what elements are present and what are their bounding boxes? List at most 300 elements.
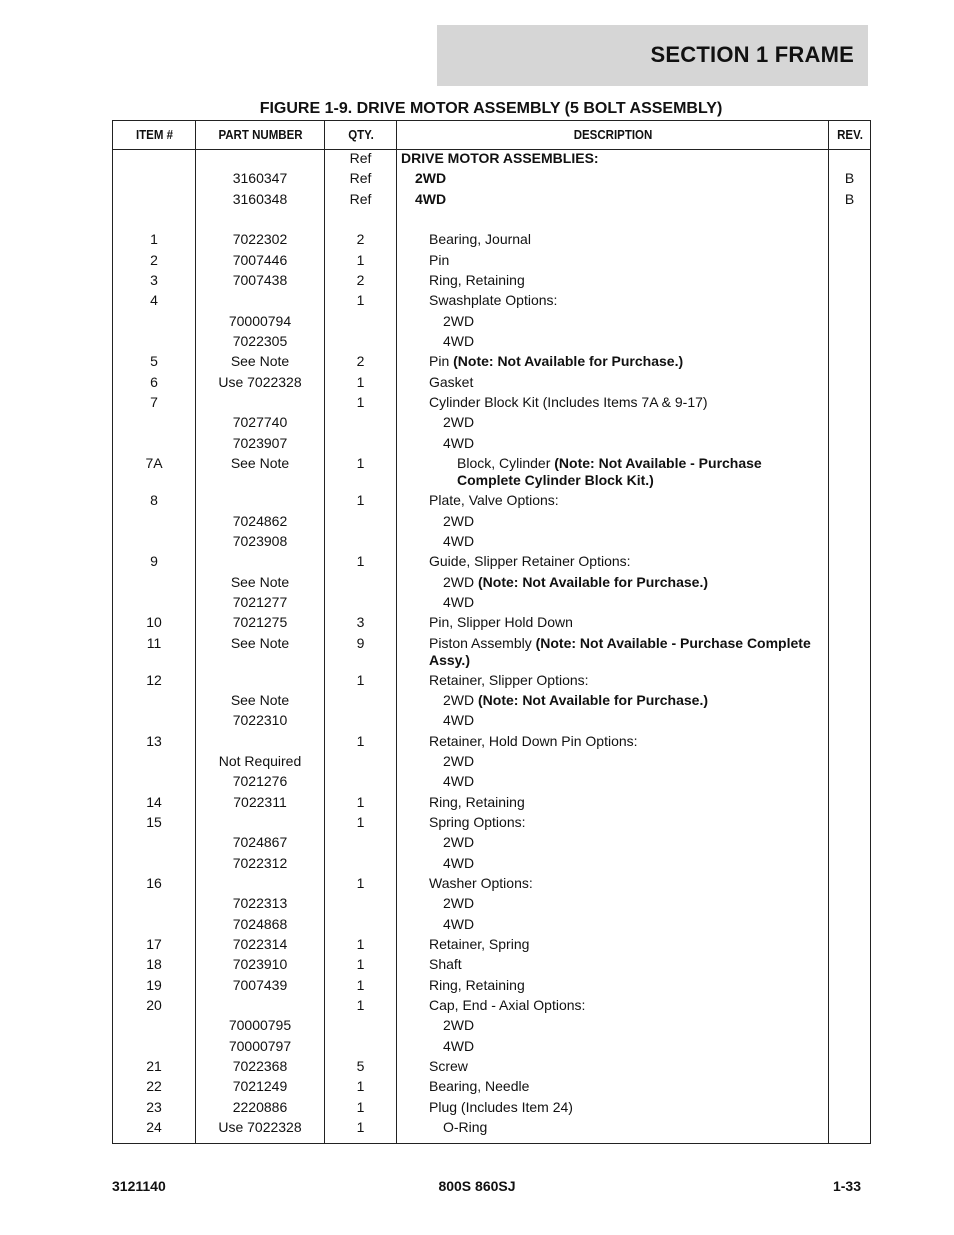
description-cell xyxy=(397,834,829,854)
description-cell xyxy=(397,211,829,231)
description-cell xyxy=(397,1078,829,1098)
item-number-cell: 13 xyxy=(113,733,196,753)
part-number-cell: 3160348 xyxy=(196,191,325,211)
table-row xyxy=(113,1017,871,1037)
part-number-cell: 7021275 xyxy=(196,614,325,634)
table-row xyxy=(113,435,871,455)
table-row xyxy=(113,513,871,533)
part-number-cell: See Note xyxy=(196,692,325,712)
rev-cell xyxy=(829,333,871,353)
qty-cell xyxy=(325,1038,397,1058)
part-number-cell: Not Required xyxy=(196,753,325,773)
qty-cell xyxy=(325,435,397,455)
part-number-cell xyxy=(196,553,325,573)
rev-cell xyxy=(829,1119,871,1144)
description-text: 2WD xyxy=(443,414,475,431)
rev-cell xyxy=(829,313,871,333)
rev-cell xyxy=(829,1099,871,1119)
qty-cell: 1 xyxy=(325,252,397,272)
qty-cell: 1 xyxy=(325,936,397,956)
qty-cell: 1 xyxy=(325,553,397,573)
part-number-cell: 70000795 xyxy=(196,1017,325,1037)
description-text: Bearing, Journal xyxy=(429,231,531,248)
rev-cell xyxy=(829,252,871,272)
part-number-cell: 7022305 xyxy=(196,333,325,353)
rev-cell xyxy=(829,353,871,373)
part-number-cell: 7023908 xyxy=(196,533,325,553)
description-text: 2WD xyxy=(415,170,447,187)
description-cell xyxy=(397,231,829,251)
item-number-cell xyxy=(113,333,196,353)
table-row xyxy=(113,712,871,732)
description-cell xyxy=(397,733,829,753)
rev-cell xyxy=(829,574,871,594)
part-number-cell: 7022310 xyxy=(196,712,325,732)
rev-cell xyxy=(829,875,871,895)
part-number-cell xyxy=(196,733,325,753)
qty-cell: 2 xyxy=(325,231,397,251)
part-number-cell: 70000794 xyxy=(196,313,325,333)
table-row xyxy=(113,672,871,692)
description-cell xyxy=(397,1058,829,1078)
part-number-cell xyxy=(196,394,325,414)
part-number-cell: 7007439 xyxy=(196,977,325,997)
item-number-cell xyxy=(113,692,196,712)
rev-cell xyxy=(829,635,871,672)
description-text: Screw xyxy=(429,1058,468,1075)
part-number-cell: 7023907 xyxy=(196,435,325,455)
description-cell xyxy=(397,553,829,573)
description-note: (Note: Not Available for Purchase.) xyxy=(478,573,709,590)
qty-cell: 2 xyxy=(325,353,397,373)
description-text: Guide, Slipper Retainer Options: xyxy=(429,553,631,570)
part-number-cell: See Note xyxy=(196,353,325,373)
rev-cell xyxy=(829,855,871,875)
description-text: Gasket xyxy=(429,373,474,390)
part-number-cell: 7022368 xyxy=(196,1058,325,1078)
qty-cell: 1 xyxy=(325,1119,397,1144)
description-text: 2WD xyxy=(443,1017,475,1034)
item-number-cell xyxy=(113,533,196,553)
description-cell xyxy=(397,614,829,634)
item-number-cell: 23 xyxy=(113,1099,196,1119)
qty-cell: 1 xyxy=(325,1078,397,1098)
part-number-cell: Use 7022328 xyxy=(196,374,325,394)
part-number-cell: See Note xyxy=(196,455,325,492)
table-row xyxy=(113,574,871,594)
description-cell xyxy=(397,574,829,594)
description-note: (Note: Not Available for Purchase.) xyxy=(478,691,709,708)
description-text: O-Ring xyxy=(443,1119,488,1136)
item-number-cell xyxy=(113,513,196,533)
rev-cell xyxy=(829,814,871,834)
table-row xyxy=(113,211,871,231)
description-cell xyxy=(397,252,829,272)
rev-cell xyxy=(829,1058,871,1078)
table-row xyxy=(113,635,871,672)
description-text: Bearing, Needle xyxy=(429,1078,530,1095)
item-number-cell: 12 xyxy=(113,672,196,692)
qty-cell xyxy=(325,211,397,231)
item-number-cell: 7A xyxy=(113,455,196,492)
rev-cell xyxy=(829,492,871,512)
description-cell xyxy=(397,712,829,732)
description-text: Shaft xyxy=(429,956,462,973)
item-number-cell: 19 xyxy=(113,977,196,997)
table-row xyxy=(113,455,871,492)
qty-cell xyxy=(325,916,397,936)
qty-cell xyxy=(325,834,397,854)
qty-cell: 1 xyxy=(325,997,397,1017)
item-number-cell: 21 xyxy=(113,1058,196,1078)
qty-cell xyxy=(325,855,397,875)
rev-cell xyxy=(829,672,871,692)
part-number-cell xyxy=(196,814,325,834)
rev-cell xyxy=(829,150,871,171)
description-cell xyxy=(397,513,829,533)
description-cell xyxy=(397,313,829,333)
table-row xyxy=(113,733,871,753)
rev-cell xyxy=(829,712,871,732)
column-header-part-number: PART NUMBER xyxy=(201,121,320,150)
description-cell xyxy=(397,414,829,434)
part-number-cell xyxy=(196,292,325,312)
qty-cell xyxy=(325,594,397,614)
description-cell xyxy=(397,533,829,553)
item-number-cell: 11 xyxy=(113,635,196,672)
table-row xyxy=(113,533,871,553)
item-number-cell: 3 xyxy=(113,272,196,292)
footer-document-number: 3121140 xyxy=(112,1178,166,1194)
description-cell xyxy=(397,635,829,672)
table-row xyxy=(113,553,871,573)
item-number-cell: 24 xyxy=(113,1119,196,1144)
description-cell xyxy=(397,814,829,834)
item-number-cell xyxy=(113,1017,196,1037)
description-cell xyxy=(397,916,829,936)
rev-cell xyxy=(829,455,871,492)
description-text: Washer Options: xyxy=(429,875,533,891)
part-number-cell xyxy=(196,150,325,171)
qty-cell: 1 xyxy=(325,492,397,512)
qty-cell xyxy=(325,753,397,773)
qty-cell xyxy=(325,513,397,533)
part-number-cell: 2220886 xyxy=(196,1099,325,1119)
description-cell xyxy=(397,1017,829,1037)
item-number-cell xyxy=(113,313,196,333)
qty-cell: 9 xyxy=(325,635,397,672)
qty-cell: 1 xyxy=(325,977,397,997)
qty-cell xyxy=(325,692,397,712)
item-number-cell xyxy=(113,211,196,231)
qty-cell xyxy=(325,574,397,594)
description-note: (Note: Not Available - Purchase Complete Assy.) xyxy=(429,634,811,668)
part-number-cell: 7021277 xyxy=(196,594,325,614)
description-cell xyxy=(397,492,829,512)
part-number-cell: 7024862 xyxy=(196,513,325,533)
part-number-cell: 7022302 xyxy=(196,231,325,251)
rev-cell xyxy=(829,936,871,956)
table-row xyxy=(113,150,871,171)
qty-cell: 1 xyxy=(325,794,397,814)
description-text: 2WD xyxy=(443,752,475,769)
table-row xyxy=(113,773,871,793)
item-number-cell xyxy=(113,150,196,171)
rev-cell xyxy=(829,997,871,1017)
rev-cell xyxy=(829,1078,871,1098)
description-text: Retainer, Hold Down Pin Options: xyxy=(429,732,638,749)
qty-cell xyxy=(325,313,397,333)
footer-page-number: 1-33 xyxy=(832,1178,861,1194)
description-cell xyxy=(397,936,829,956)
item-number-cell: 9 xyxy=(113,553,196,573)
description-text: 4WD xyxy=(443,593,475,610)
part-number-cell: 7023910 xyxy=(196,956,325,976)
description-text: Ring, Retaining xyxy=(429,976,525,993)
parts-table xyxy=(112,120,871,1144)
parts-table-body xyxy=(113,150,871,1144)
table-row xyxy=(113,252,871,272)
description-text: Swashplate Options: xyxy=(429,292,558,309)
part-number-cell xyxy=(196,492,325,512)
table-row xyxy=(113,492,871,512)
description-cell xyxy=(397,895,829,915)
description-cell xyxy=(397,692,829,712)
table-row xyxy=(113,834,871,854)
description-text: 4WD xyxy=(415,190,447,207)
description-text: 4WD xyxy=(443,434,475,451)
table-row xyxy=(113,997,871,1017)
rev-cell xyxy=(829,753,871,773)
table-row xyxy=(113,394,871,414)
table-row xyxy=(113,272,871,292)
table-row xyxy=(113,353,871,373)
part-number-cell: See Note xyxy=(196,635,325,672)
qty-cell: 5 xyxy=(325,1058,397,1078)
part-number-cell: 70000797 xyxy=(196,1038,325,1058)
description-text: 4WD xyxy=(443,532,475,549)
description-text: Piston Assembly xyxy=(429,634,536,651)
description-cell xyxy=(397,855,829,875)
rev-cell: B xyxy=(829,191,871,211)
description-text: 4WD xyxy=(443,915,475,932)
description-cell xyxy=(397,272,829,292)
rev-cell xyxy=(829,1017,871,1037)
item-number-cell: 8 xyxy=(113,492,196,512)
table-row xyxy=(113,414,871,434)
qty-cell xyxy=(325,333,397,353)
qty-cell: 2 xyxy=(325,272,397,292)
qty-cell: 1 xyxy=(325,814,397,834)
rev-cell xyxy=(829,292,871,312)
qty-cell: Ref xyxy=(325,191,397,211)
table-row xyxy=(113,594,871,614)
part-number-cell xyxy=(196,997,325,1017)
qty-cell: 1 xyxy=(325,956,397,976)
description-cell xyxy=(397,455,829,492)
item-number-cell xyxy=(113,855,196,875)
description-text: Ring, Retaining xyxy=(429,272,525,289)
table-row xyxy=(113,292,871,312)
table-row xyxy=(113,814,871,834)
item-number-cell xyxy=(113,1038,196,1058)
qty-cell: 1 xyxy=(325,1099,397,1119)
description-text: 4WD xyxy=(443,854,475,871)
section-header xyxy=(437,25,868,86)
item-number-cell xyxy=(113,574,196,594)
description-text: Pin xyxy=(429,353,454,370)
item-number-cell xyxy=(113,594,196,614)
item-number-cell: 20 xyxy=(113,997,196,1017)
item-number-cell xyxy=(113,435,196,455)
part-number-cell: 7024868 xyxy=(196,916,325,936)
part-number-cell xyxy=(196,875,325,895)
description-text: 2WD xyxy=(443,834,475,851)
table-row xyxy=(113,794,871,814)
qty-cell xyxy=(325,773,397,793)
rev-cell xyxy=(829,533,871,553)
part-number-cell: 7007438 xyxy=(196,272,325,292)
item-number-cell: 2 xyxy=(113,252,196,272)
qty-cell: 1 xyxy=(325,455,397,492)
description-cell xyxy=(397,794,829,814)
description-text: Cap, End - Axial Options: xyxy=(429,997,586,1014)
item-number-cell: 7 xyxy=(113,394,196,414)
column-header-rev: REV. xyxy=(830,121,869,150)
description-cell xyxy=(397,1038,829,1058)
rev-cell: B xyxy=(829,170,871,190)
rev-cell xyxy=(829,594,871,614)
table-row xyxy=(113,1099,871,1119)
item-number-cell: 4 xyxy=(113,292,196,312)
description-text: 2WD xyxy=(443,691,478,708)
table-row xyxy=(113,374,871,394)
table-row xyxy=(113,977,871,997)
description-text: 2WD xyxy=(443,512,475,529)
qty-cell xyxy=(325,533,397,553)
item-number-cell: 5 xyxy=(113,353,196,373)
table-row xyxy=(113,1058,871,1078)
description-note: (Note: Not Available for Purchase.) xyxy=(453,353,684,370)
part-number-cell: 7027740 xyxy=(196,414,325,434)
description-text: 4WD xyxy=(443,1037,475,1054)
table-row xyxy=(113,753,871,773)
table-row xyxy=(113,1038,871,1058)
rev-cell xyxy=(829,374,871,394)
item-number-cell: 22 xyxy=(113,1078,196,1098)
rev-cell xyxy=(829,435,871,455)
table-row xyxy=(113,916,871,936)
qty-cell: 1 xyxy=(325,292,397,312)
description-text: 2WD xyxy=(443,895,475,912)
description-text: Plug (Includes Item 24) xyxy=(429,1098,573,1115)
part-number-cell: 7022313 xyxy=(196,895,325,915)
description-text: 2WD xyxy=(443,573,478,590)
description-text: Ring, Retaining xyxy=(429,793,525,810)
description-cell xyxy=(397,394,829,414)
description-text: 4WD xyxy=(443,773,475,790)
rev-cell xyxy=(829,956,871,976)
description-cell xyxy=(397,150,829,171)
section-title: SECTION 1 FRAME xyxy=(650,42,854,67)
rev-cell xyxy=(829,513,871,533)
description-text: DRIVE MOTOR ASSEMBLIES: xyxy=(401,150,599,166)
item-number-cell: 15 xyxy=(113,814,196,834)
description-text: Retainer, Spring xyxy=(429,936,530,953)
item-number-cell xyxy=(113,895,196,915)
description-cell xyxy=(397,594,829,614)
column-header-description: DESCRIPTION xyxy=(414,121,811,150)
item-number-cell xyxy=(113,753,196,773)
description-cell xyxy=(397,753,829,773)
column-header-qty: QTY. xyxy=(327,121,393,150)
item-number-cell: 1 xyxy=(113,231,196,251)
description-cell xyxy=(397,435,829,455)
part-number-cell: See Note xyxy=(196,574,325,594)
item-number-cell: 10 xyxy=(113,614,196,634)
qty-cell xyxy=(325,712,397,732)
item-number-cell xyxy=(113,916,196,936)
description-cell xyxy=(397,956,829,976)
rev-cell xyxy=(829,1038,871,1058)
table-row xyxy=(113,1078,871,1098)
figure-title: FIGURE 1-9. DRIVE MOTOR ASSEMBLY (5 BOLT ASSEMBLY) xyxy=(259,100,723,117)
rev-cell xyxy=(829,394,871,414)
qty-cell: 1 xyxy=(325,733,397,753)
part-number-cell: 7022312 xyxy=(196,855,325,875)
description-cell xyxy=(397,773,829,793)
column-header-item: ITEM # xyxy=(116,121,192,150)
item-number-cell: 18 xyxy=(113,956,196,976)
description-note: (Note: Not Available - Purchase Complete Cylinder Block Kit.) xyxy=(457,455,762,489)
description-cell xyxy=(397,170,829,190)
item-number-cell: 17 xyxy=(113,936,196,956)
part-number-cell xyxy=(196,672,325,692)
table-row xyxy=(113,231,871,251)
rev-cell xyxy=(829,211,871,231)
table-row xyxy=(113,1119,871,1144)
rev-cell xyxy=(829,834,871,854)
table-row xyxy=(113,895,871,915)
description-text: Retainer, Slipper Options: xyxy=(429,671,589,688)
item-number-cell xyxy=(113,191,196,211)
qty-cell: Ref xyxy=(325,150,397,171)
rev-cell xyxy=(829,895,871,915)
qty-cell: 1 xyxy=(325,672,397,692)
description-text: 4WD xyxy=(443,333,475,350)
description-text: Plate, Valve Options: xyxy=(429,492,559,509)
description-cell xyxy=(397,353,829,373)
qty-cell xyxy=(325,1017,397,1037)
item-number-cell xyxy=(113,170,196,190)
part-number-cell xyxy=(196,211,325,231)
description-text: Pin xyxy=(429,251,450,268)
rev-cell xyxy=(829,794,871,814)
part-number-cell: 7021249 xyxy=(196,1078,325,1098)
rev-cell xyxy=(829,272,871,292)
part-number-cell: Use 7022328 xyxy=(196,1119,325,1144)
qty-cell: 3 xyxy=(325,614,397,634)
table-row xyxy=(113,614,871,634)
item-number-cell xyxy=(113,414,196,434)
table-row xyxy=(113,875,871,895)
rev-cell xyxy=(829,614,871,634)
item-number-cell: 16 xyxy=(113,875,196,895)
table-row xyxy=(113,936,871,956)
description-cell xyxy=(397,374,829,394)
description-cell xyxy=(397,333,829,353)
rev-cell xyxy=(829,231,871,251)
